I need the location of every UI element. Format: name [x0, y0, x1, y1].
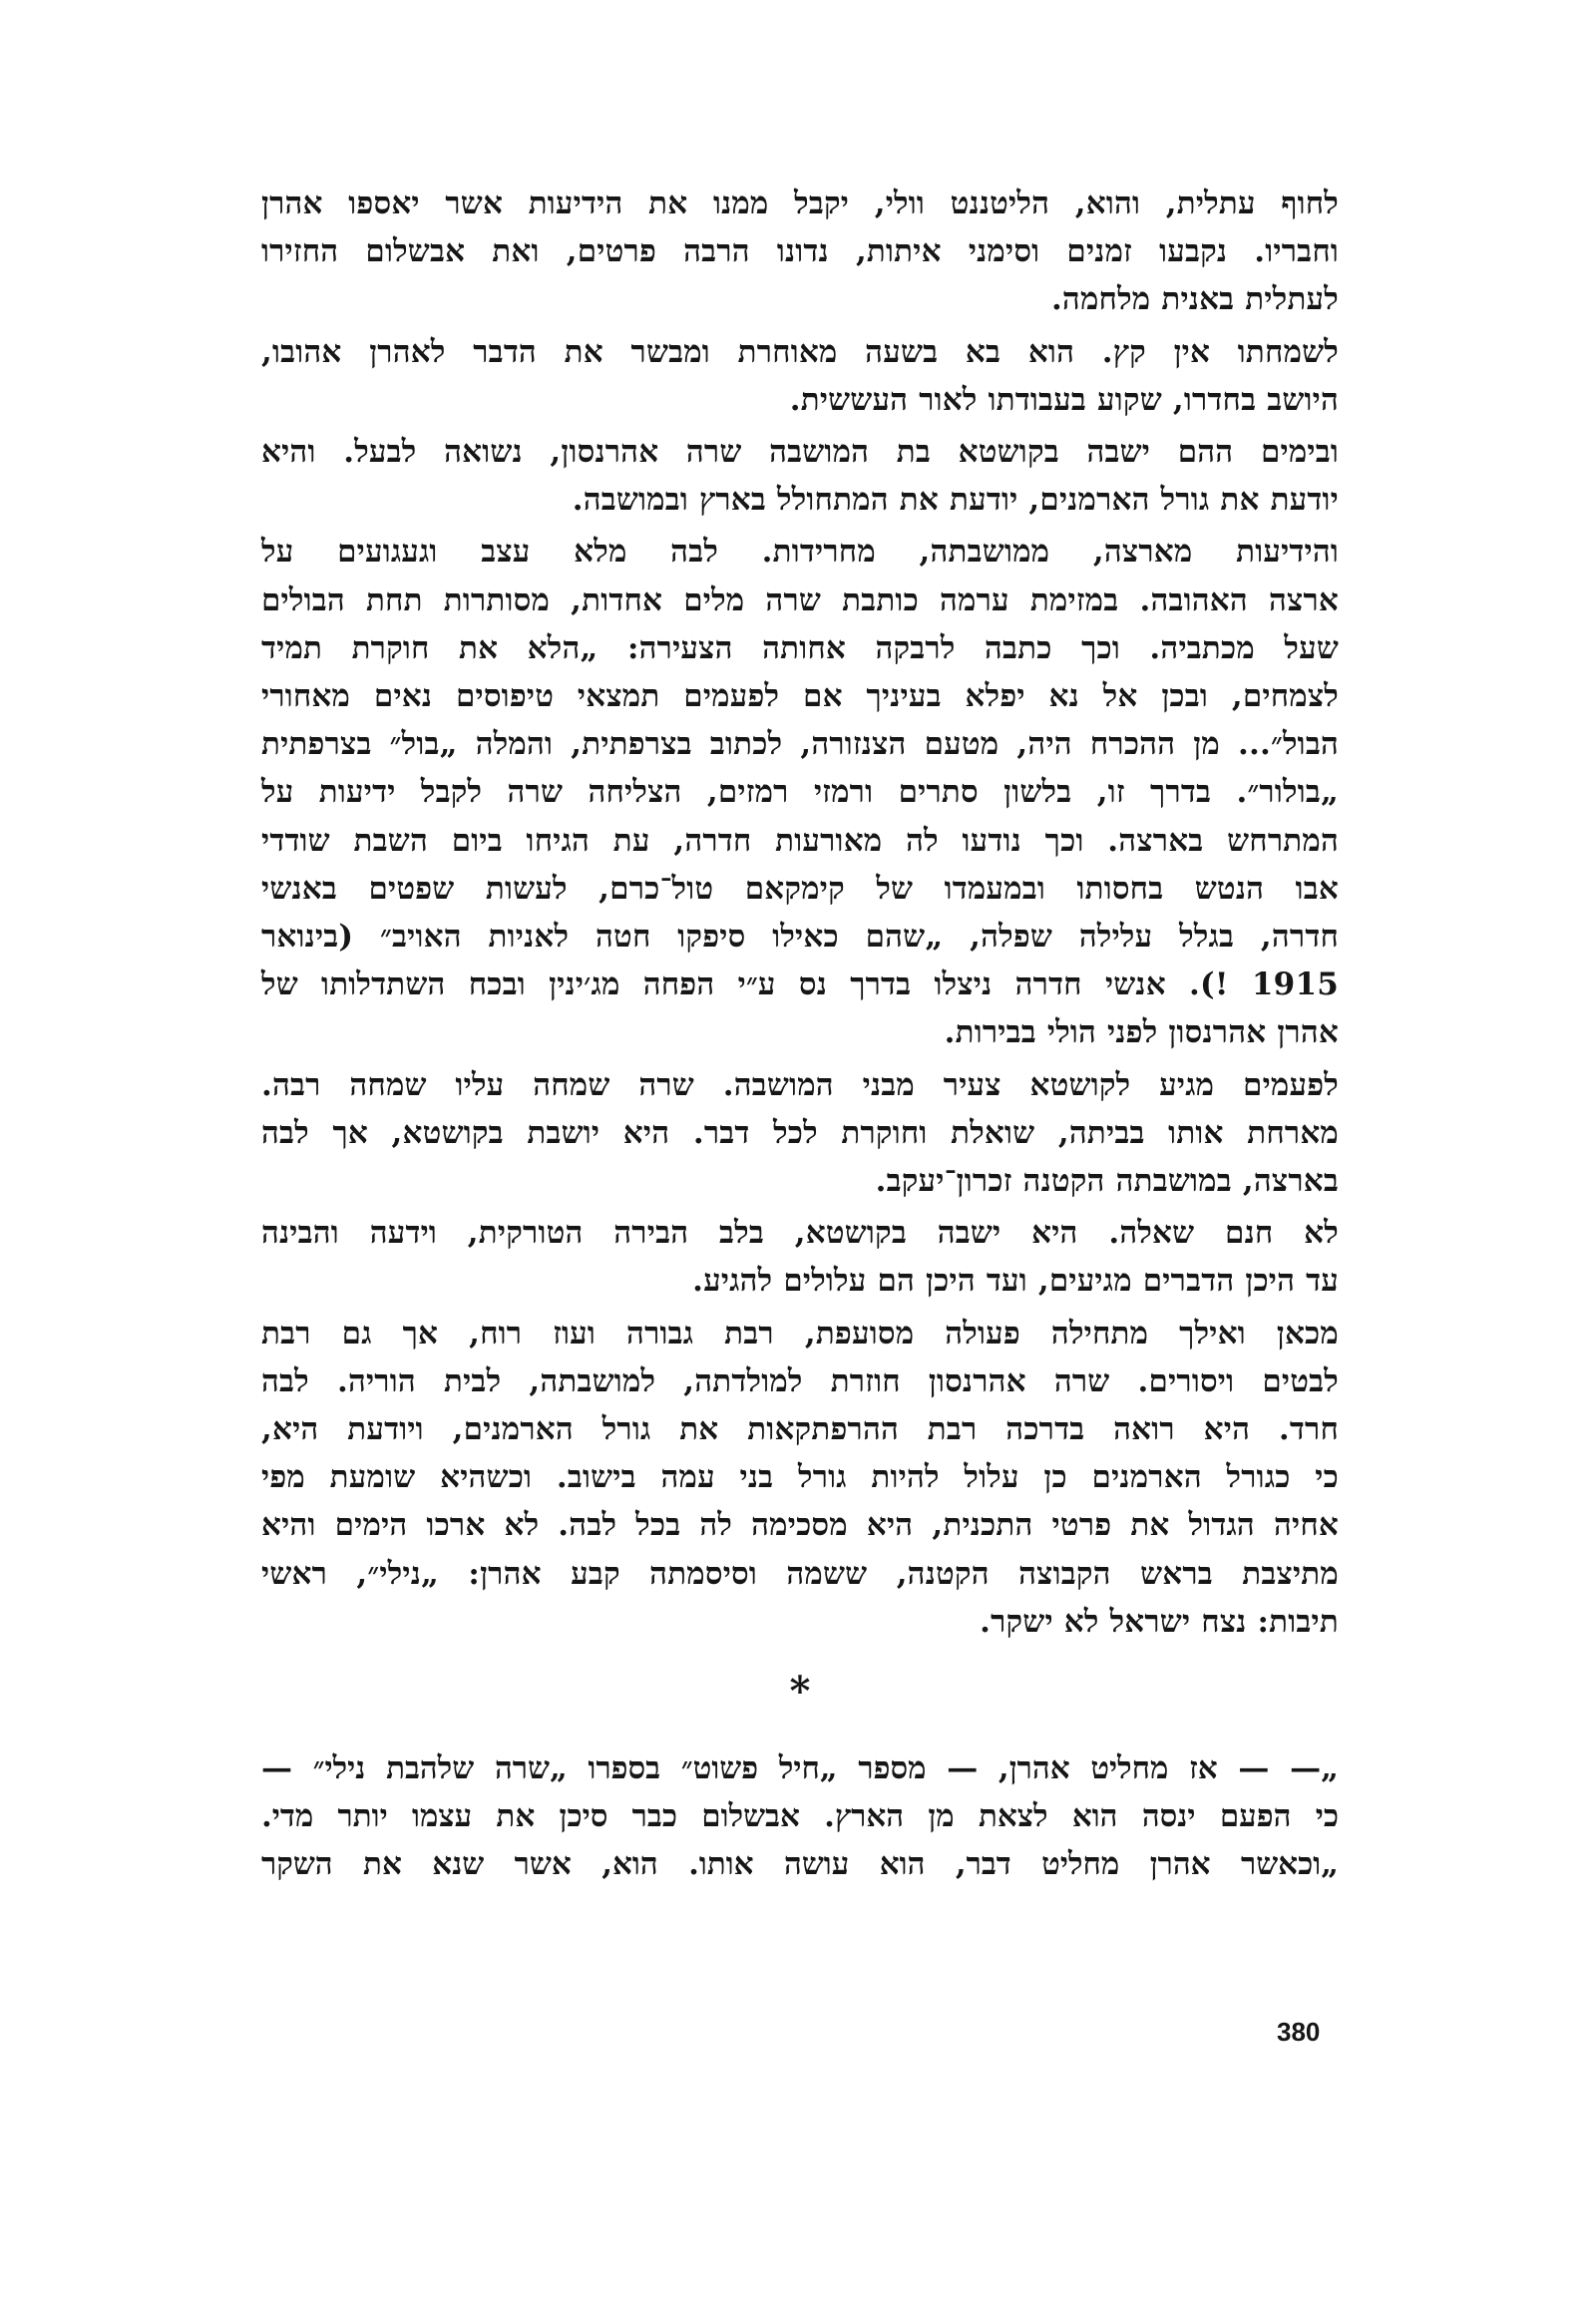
- paragraph-7: [261, 1310, 1339, 1646]
- text-line: בארצה, במושבתה הקטנה זכרון־יעקב.: [875, 1163, 1339, 1200]
- text-line: וחבריו. נקבעו זמנים וסימני איתות, נדונו הרבה פרטים, ואת אבשלום החזירו: [261, 233, 1339, 270]
- text-line: אבו הנטש בחסותו ובמעמדו של קימקאם טול־כרם, לעשות שפטים באנשי: [261, 870, 1339, 907]
- text-line: לא חנם שאלה. היא ישבה בקושטא, בלב הבירה הטורקית, וידעה והבינה: [261, 1215, 1339, 1252]
- text-line: המתרחש בארצה. וכך נודעו לה מאורעות חדרה, עת הגיחו ביום השבת שודדי: [261, 822, 1339, 859]
- text-line: היושב בחדרו, שקוע בעבודתו לאור העששית.: [789, 381, 1339, 418]
- paragraph-4: [261, 528, 1339, 1056]
- text-line: כי כגורל הארמנים כן עלול להיות גורל בני עמה בישוב. וכשהיא שומעת מפי: [261, 1459, 1339, 1496]
- paragraph-3: [261, 428, 1339, 524]
- text-line: לחוף עתלית, והוא, הליטננט וולי, יקבל ממנו את הידיעות אשר יאספו אהרן: [261, 186, 1339, 221]
- paragraph-6: [261, 1209, 1339, 1305]
- text-line: „וכאשר אהרן מחליט דבר, הוא עושה אותו. הוא, אשר שנא את השקר: [261, 1846, 1339, 1883]
- text-line: לעתלית באנית מלחמה.: [1050, 281, 1339, 318]
- text-line: והידיעות מארצה, ממושבתה, מחרידות. לבה מלא עצב וגעגועים על: [261, 534, 1339, 571]
- text-line: תיבות: נצח ישראל לא ישקר.: [980, 1603, 1339, 1640]
- text-line: „— — אז מחליט אהרן, — מספר „חיל פשוט״ בספרו „שרה שלהבת נילי״ —: [261, 1750, 1339, 1787]
- text-line: חרד. היא רואה בדרכה רבת ההרפתקאות את גורל הארמנים, ויודעת היא,: [261, 1411, 1339, 1448]
- text-line: 1915 !). אנשי חדרה ניצלו בדרך נס ע״י הפחה מג׳ינין ובכח השתדלותו של: [261, 966, 1339, 1003]
- page-body: [261, 180, 1339, 1888]
- text-line: „בולור״. בדרך זו, בלשון סתרים ורמזי רמזים, הצליחה שרה לקבל ידיעות על: [261, 774, 1339, 811]
- text-line: מתיצבת בראש הקבוצה הקטנה, ששמה וסיסמתה קבע אהרן: „נילי״, ראשי: [261, 1555, 1339, 1592]
- text-line: אחיה הגדול את פרטי התכנית, היא מסכימה לה בכל לבה. לא ארכו הימים והיא: [261, 1507, 1339, 1544]
- text-line: מארחת אותו בביתה, שואלת וחוקרת לכל דבר. היא יושבת בקושטא, אך לבה: [261, 1114, 1339, 1151]
- quote-block: [261, 1744, 1339, 1888]
- paragraph-5: [261, 1061, 1339, 1206]
- text-line: עד היכן הדברים מגיעים, ועד היכן הם עלולים להגיע.: [692, 1263, 1339, 1300]
- text-line: לשמחתו אין קץ. הוא בא בשעה מאוחרת ומבשר את הדבר לאהרן אהובו,: [261, 333, 1339, 370]
- text-line: ובימים ההם ישבה בקושטא בת המושבה שרה אהרנסון, נשואה לבעל. והיא: [261, 434, 1339, 471]
- page-number: 380: [1277, 2017, 1321, 2047]
- text-line: לבטים ויסורים. שרה אהרנסון חוזרת למולדתה, למושבתה, לבית הוריה. לבה: [261, 1362, 1339, 1399]
- text-line: שעל מכתביה. וכך כתבה לרבקה אחותה הצעירה: „הלא את חוקרת תמיד: [261, 629, 1339, 666]
- text-line: מכאן ואילך מתחילה פעולה מסועפת, רבת גבורה ועוז רוח, אך גם רבת: [261, 1315, 1339, 1351]
- text-line: אהרן אהרנסון לפני הולי בבירות.: [944, 1014, 1339, 1051]
- paragraph-2: [261, 328, 1339, 424]
- text-line: כי הפעם ינסה הוא לצאת מן הארץ. אבשלום כבר סיכן את עצמו יותר מדי.: [261, 1798, 1339, 1835]
- section-separator: *: [789, 1668, 811, 1716]
- text-line: יודעת את גורל הארמנים, יודעת את המתחולל בארץ ובמושבה.: [572, 482, 1339, 519]
- text-line: הבול״... מן ההכרח היה, מטעם הצנזורה, לכתוב בצרפתית, והמלה „בול״ בצרפתית: [261, 726, 1339, 763]
- text-line: לצמחים, ובכן אל נא יפלא בעיניך אם לפעמים תמצאי טיפוסים נאים מאחורי: [261, 678, 1339, 715]
- text-line: לפעמים מגיע לקושטא צעיר מבני המושבה. שרה שמחה עליו שמחה רבה.: [261, 1066, 1339, 1103]
- text-line: חדרה, בגלל עלילה שפלה, „שהם כאילו סיפקו חטה לאניות האויב״ (בינואר: [261, 919, 1339, 956]
- text-line: ארצה האהובה. במזימת ערמה כותבת שרה מלים אחדות, מסותרות תחת הבולים: [261, 581, 1339, 618]
- paragraph-1: [261, 180, 1339, 324]
